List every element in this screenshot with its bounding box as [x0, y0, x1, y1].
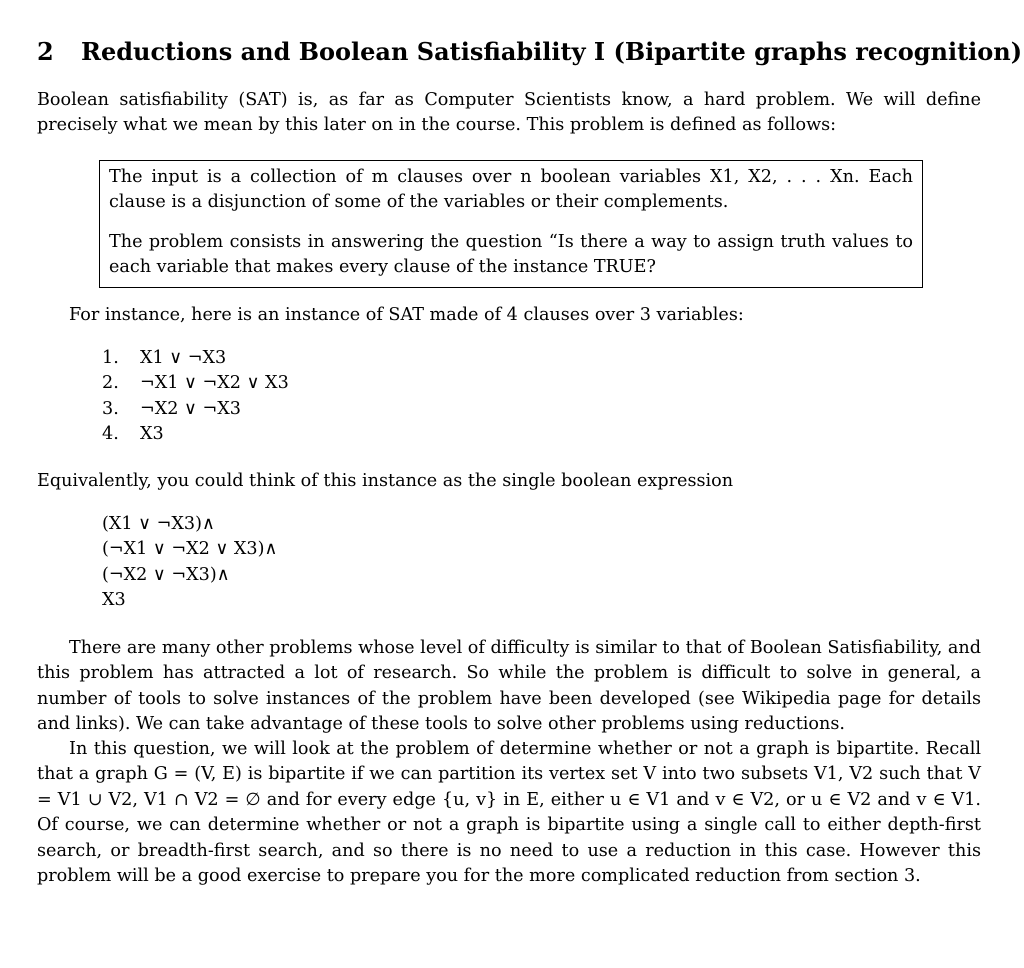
expression-line: (X1 ∨ ¬X3)∧	[102, 514, 215, 534]
clause-formula: ¬X2 ∨ ¬X3	[140, 398, 241, 419]
discussion-paragraph-2: In this question, we will look at the problem of determine whether or not a graph is bipartite. Recall that a graph G = (V, E) is bipartite if we can partition its vertex set V into two subsets V1, V2 such that V = V1 ∪ V2, V1 ∩ V2 = ∅ and for every edge {u, v} in E, either u ∈ V1 and v ∈ V2, or u ∈ V2 and v ∈ V1. Of course, we can determine whether or not a graph is bipartite using a single call to either depth-first search, or breadth-first search, and so there is no need to use a reduction in this case. However this problem will be a good exercise to prepare you for the more complicated reduction from section 3.	[37, 739, 981, 887]
section-heading	[37, 36, 1022, 68]
boolean-expression	[102, 512, 277, 614]
definition-problem: The problem consists in answering the question “Is there a way to assign truth values to each variable that makes every clause of the instance TRUE?	[109, 231, 913, 278]
example-lead-in: For instance, here is an instance of SAT made of 4 clauses over 3 variables:	[69, 305, 744, 325]
clause-list	[102, 346, 289, 448]
section-title: Reductions and Boolean Satisfiability I (Bipartite graphs recognition)	[81, 37, 1023, 66]
list-item	[102, 422, 289, 447]
clause-formula: ¬X1 ∨ ¬X2 ∨ X3	[140, 373, 289, 394]
clause-number: 2.	[102, 373, 119, 394]
expression-line: (¬X1 ∨ ¬X2 ∨ X3)∧	[102, 539, 278, 560]
discussion-paragraph-1: There are many other problems whose level of difficulty is similar to that of Boolean Satisfiability, and this problem has attracted a lot of research. So while the problem is difficult to solve in general, a number of tools to solve instances of the problem have been developed (see Wikipedia page for details and links). We can take advantage of these tools to solve other problems using reductions.	[37, 638, 981, 735]
list-item	[102, 371, 289, 396]
expression-line: (¬X2 ∨ ¬X3)∧	[102, 564, 230, 585]
clause-number: 3.	[102, 398, 119, 419]
definition-input: The input is a collection of m clauses over n boolean variables X1, X2, . . . Xn. Each clause is a disjunction of some of the variables or their complements.	[109, 167, 913, 213]
section-number: 2	[37, 37, 54, 66]
clause-formula: X1 ∨ ¬X3	[140, 348, 227, 368]
equivalent-lead-in: Equivalently, you could think of this instance as the single boolean expression	[37, 471, 734, 491]
definition-box	[99, 160, 923, 288]
list-item	[102, 397, 289, 422]
clause-number: 4.	[102, 424, 119, 445]
list-item	[102, 346, 289, 371]
expression-line: X3	[102, 590, 126, 611]
intro-paragraph: Boolean satisfiability (SAT) is, as far as Computer Scientists know, a hard problem. We will define precisely what we mean by this later on in the course. This problem is defined as follows:	[37, 90, 981, 136]
clause-formula: X3	[140, 424, 164, 445]
clause-number: 1.	[102, 348, 119, 368]
